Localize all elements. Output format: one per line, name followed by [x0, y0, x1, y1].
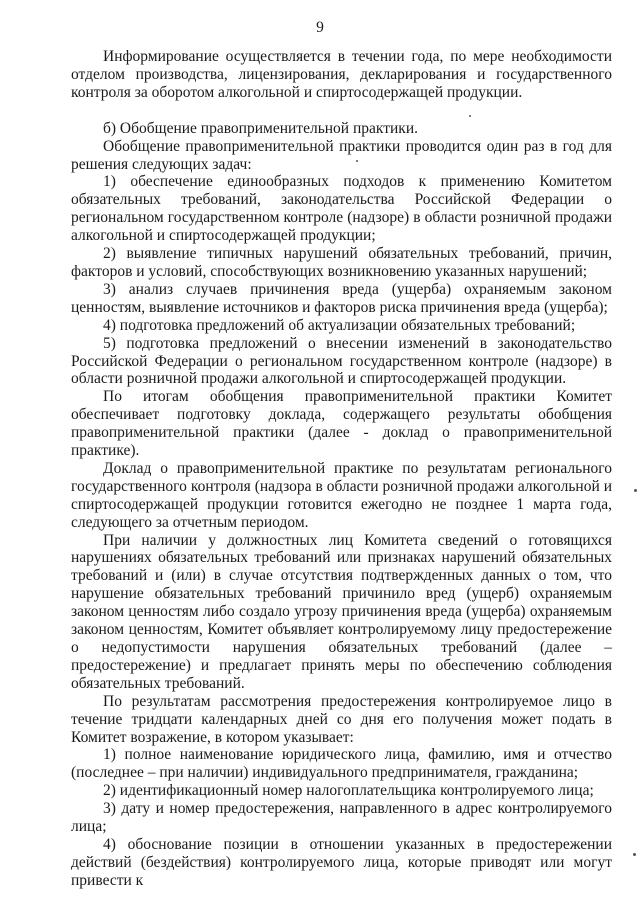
paragraph-report: По итогам обобщения правоприменительной практики Комитет обеспечивает подготовку доклада, содержащего результаты обобщения правоприменительной практики (далее - доклад о правоприменительной практике). [71, 388, 612, 460]
list-item-4: 4) подготовка предложений об актуализации обязательных требований; [103, 316, 576, 334]
list-item-1: 1) обеспечение единообразных подходов к применению Комитетом обязательных требований, законодательства Российской Федерации о региональном государственном контроле (надзоре) в области розничной продажи алкогольной и спиртосодержащей продукции; [71, 173, 612, 245]
scan-speck [634, 489, 637, 492]
list-item-2: 2) выявление типичных нарушений обязательных требований, причин, факторов и условий, способствующих возникновению указанных нарушений; [71, 245, 612, 280]
paragraph-objection: По результатам рассмотрения предостережения контролируемое лицо в течение тридцати календарных дней со дня его получения может подать в Комитет возражение, в котором указывает: [71, 692, 612, 746]
paragraph-warning: При наличии у должностных лиц Комитета сведений о готовящихся нарушениях обязательных требований или признаках нарушений обязательных требований и (или) в случае отсутствия подтвержденных данных о том, что нарушение обязательных требований причинило вред (ущерб) охраняемым законом ценностям либо создало угрозу причинения вреда (ущерба) охраняемым законом ценностям, Комитет объявляет контролируемому лицу предостережение о недопустимости нарушения обязательных требований (далее – предостережение) и предлагает принять меры по обеспечению соблюдения обязательных требований. [71, 531, 612, 692]
section-heading-b: б) Обобщение правоприменительной практики. [103, 119, 418, 137]
scan-speck [356, 160, 358, 162]
paragraph-gap [71, 102, 612, 120]
scan-speck [633, 853, 636, 856]
paragraph-generalization-intro: Обобщение правоприменительной практики проводится один раз в год для решения следующих задач: [71, 137, 612, 173]
objection-item-2: 2) идентификационный номер налогоплательщика контролируемого лица; [103, 782, 594, 800]
paragraph-report-deadline: Доклад о правоприменительной практике по результатам регионального государственного контроля (надзора в области розничной продажи алкогольной и спиртосодержащей продукции готовится ежегодно не позднее 1 марта года, следующего за отчетным периодом. [71, 459, 612, 531]
paragraph-informing: Информирование осуществляется в течении года, по мере необходимости отделом производства, лицензирования, декларирования и государственного контроля за оборотом алкогольной и спиртосодержащей продукции. [71, 48, 612, 101]
page-number: 9 [316, 19, 324, 36]
list-item-3: 3) анализ случаев причинения вреда (ущерба) охраняемым законом ценностям, выявление источников и факторов риска причинения вреда (ущерба); [71, 280, 612, 316]
list-item-5: 5) подготовка предложений о внесении изменений в законодательство Российской Федерации о региональном государственном контроле (надзоре) в области розничной продажи алкогольной и спиртосодержащей продукции. [71, 334, 612, 388]
objection-item-3: 3) дату и номер предостережения, направленного в адрес контролируемого лица; [71, 800, 612, 836]
document-body [71, 48, 612, 890]
objection-item-1: 1) полное наименование юридического лица, фамилию, имя и отчество (последнее – при наличии) индивидуального предпринимателя, гражданина; [71, 746, 612, 782]
objection-item-4: 4) обоснование позиции в отношении указанных в предостережении действий (бездействия) контролируемого лица, которые приводят или могут привести к [71, 835, 612, 889]
scan-speck [469, 115, 471, 117]
